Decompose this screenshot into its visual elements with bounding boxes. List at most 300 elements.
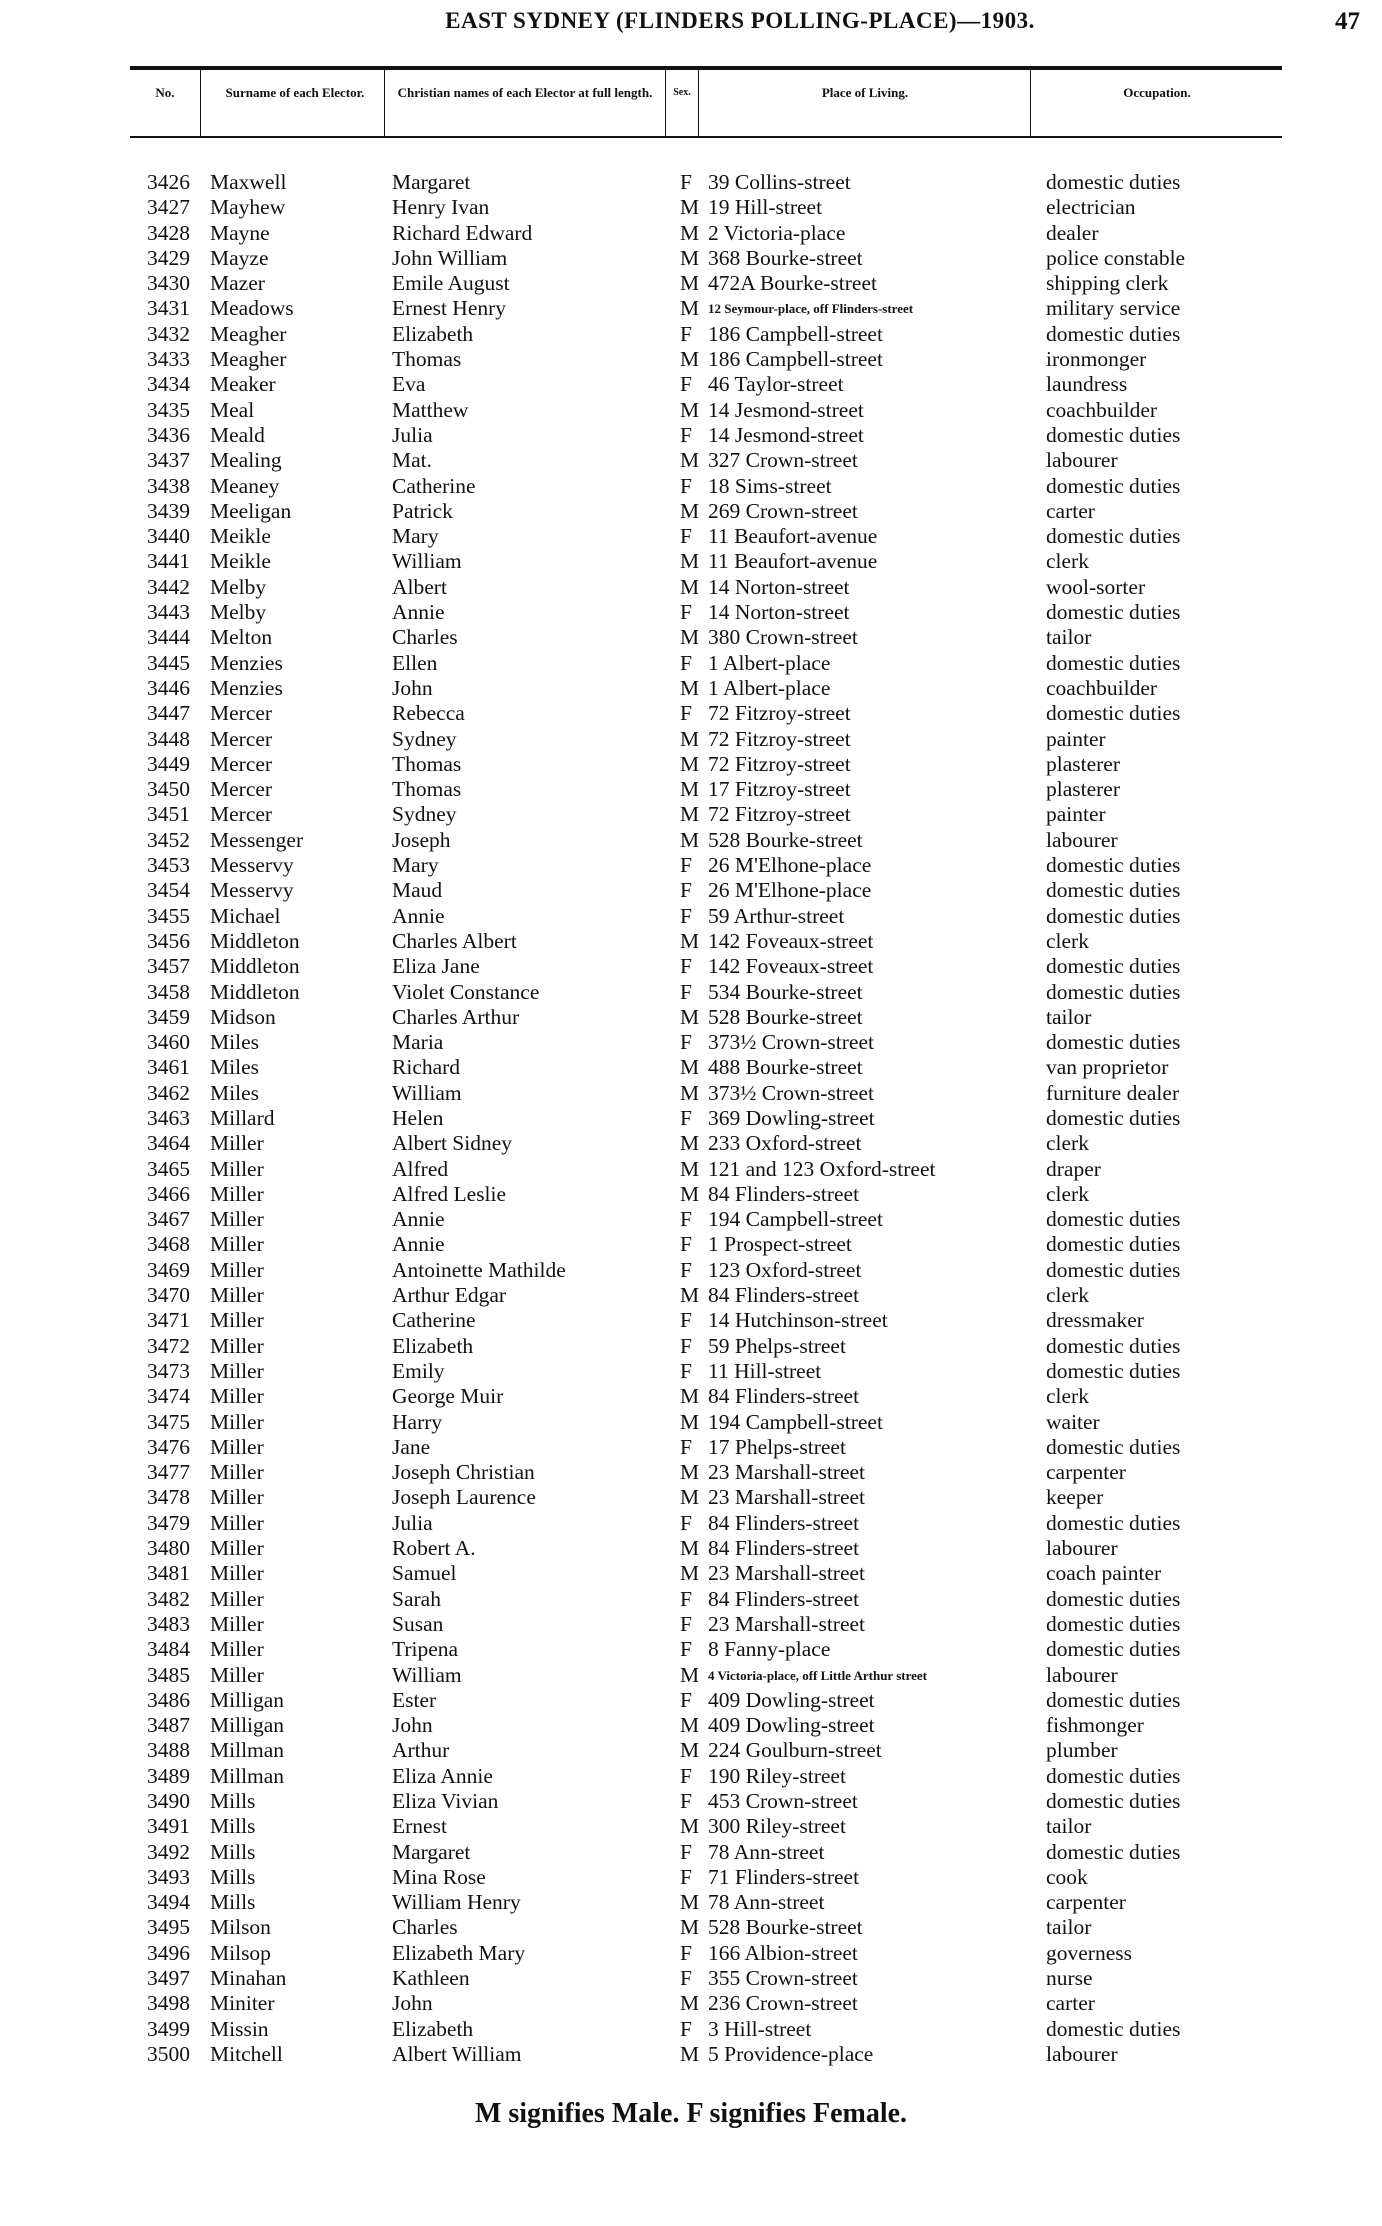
elector-sex: M xyxy=(680,195,700,220)
elector-surname: Mercer xyxy=(210,701,273,726)
elector-sex: M xyxy=(680,1485,700,1510)
elector-number: 3461 xyxy=(147,1055,190,1080)
elector-surname: Messenger xyxy=(210,827,304,852)
elector-number: 3450 xyxy=(147,777,190,802)
elector-occupation: clerk xyxy=(1046,1384,1089,1409)
elector-sex: M xyxy=(680,1156,700,1181)
elector-surname: Mealing xyxy=(210,448,282,473)
elector-surname: Mills xyxy=(210,1814,256,1839)
elector-sex: F xyxy=(680,1839,692,1864)
elector-sex: F xyxy=(680,1789,692,1813)
elector-place-of-living: 121 and 123 Oxford-street xyxy=(708,1156,936,1181)
elector-surname: Meagher xyxy=(210,321,287,346)
elector-occupation: domestic duties xyxy=(1046,1763,1181,1788)
elector-surname: Miller xyxy=(210,1460,264,1485)
column-header-occupation: Occupation. xyxy=(1123,85,1191,100)
elector-sex: M xyxy=(680,1536,700,1561)
elector-christian-names: John xyxy=(392,675,433,700)
elector-surname: Midson xyxy=(210,1004,276,1029)
elector-number: 3446 xyxy=(147,675,190,700)
elector-sex: M xyxy=(680,397,700,422)
elector-number: 3437 xyxy=(147,448,190,473)
elector-number: 3462 xyxy=(147,1080,190,1105)
elector-place-of-living: 190 Riley-street xyxy=(708,1763,846,1788)
elector-sex: F xyxy=(680,1257,692,1282)
table-row xyxy=(0,448,1382,473)
elector-occupation: domestic duties xyxy=(1046,1207,1181,1232)
column-header-christian-names: Christian names of each Elector at full length. xyxy=(397,85,653,100)
elector-number: 3438 xyxy=(147,473,190,498)
table-row xyxy=(0,1915,1382,1940)
elector-place-of-living: 72 Fitzroy-street xyxy=(708,726,851,751)
table-row xyxy=(0,1157,1382,1182)
elector-occupation: labourer xyxy=(1046,1536,1118,1561)
elector-sex: M xyxy=(680,928,700,953)
elector-number: 3475 xyxy=(147,1409,190,1434)
elector-number: 3466 xyxy=(147,1181,190,1206)
elector-sex: M xyxy=(680,1181,700,1206)
elector-surname: Miller xyxy=(210,1662,264,1687)
table-row xyxy=(0,853,1382,878)
elector-christian-names: Henry Ivan xyxy=(392,195,490,220)
elector-surname: Melton xyxy=(210,625,273,650)
page-number: 47 xyxy=(1335,8,1360,35)
elector-occupation: labourer xyxy=(1046,1662,1118,1687)
table-row xyxy=(0,524,1382,549)
elector-number: 3484 xyxy=(147,1637,190,1662)
elector-sex: F xyxy=(680,473,692,498)
elector-number: 3500 xyxy=(147,2041,190,2066)
elector-number: 3448 xyxy=(147,726,190,751)
elector-occupation: domestic duties xyxy=(1046,170,1181,194)
elector-occupation: domestic duties xyxy=(1046,878,1181,903)
page-title: EAST SYDNEY (FLINDERS POLLING-PLACE)—1903. xyxy=(445,8,1035,33)
table-row xyxy=(0,752,1382,777)
elector-number: 3489 xyxy=(147,1763,190,1788)
elector-number: 3495 xyxy=(147,1915,190,1940)
elector-occupation: cook xyxy=(1046,1864,1088,1889)
table-row xyxy=(0,1106,1382,1131)
elector-place-of-living: 84 Flinders-street xyxy=(708,1536,860,1561)
elector-place-of-living: 23 Marshall-street xyxy=(708,1611,866,1636)
elector-surname: Milsop xyxy=(210,1940,271,1965)
elector-place-of-living: 26 M'Elhone-place xyxy=(708,878,872,903)
table-row xyxy=(0,1890,1382,1915)
elector-sex: M xyxy=(680,549,700,574)
elector-surname: Mills xyxy=(210,1789,256,1813)
elector-sex: F xyxy=(680,701,692,726)
elector-surname: Millman xyxy=(210,1763,285,1788)
elector-place-of-living: 269 Crown-street xyxy=(708,498,858,523)
elector-occupation: dressmaker xyxy=(1046,1308,1144,1333)
elector-occupation: draper xyxy=(1046,1156,1101,1181)
table-row xyxy=(0,954,1382,979)
elector-surname: Miniter xyxy=(210,1991,275,2016)
column-divider xyxy=(1030,70,1031,136)
elector-number: 3428 xyxy=(147,220,190,245)
elector-sex: F xyxy=(680,1611,692,1636)
table-row xyxy=(0,549,1382,574)
elector-christian-names: Arthur Edgar xyxy=(392,1283,507,1308)
table-row xyxy=(0,651,1382,676)
table-row xyxy=(0,322,1382,347)
elector-surname: Miller xyxy=(210,1131,264,1156)
table-row xyxy=(0,296,1382,321)
elector-occupation: electrician xyxy=(1046,195,1136,220)
table-row xyxy=(0,1991,1382,2016)
elector-surname: Miles xyxy=(210,1080,259,1105)
table-row xyxy=(0,1536,1382,1561)
elector-christian-names: Elizabeth Mary xyxy=(392,1940,526,1965)
elector-surname: Miller xyxy=(210,1485,264,1510)
elector-occupation: carpenter xyxy=(1046,1460,1126,1485)
elector-occupation: domestic duties xyxy=(1046,1358,1181,1383)
elector-surname: Mayne xyxy=(210,220,270,245)
table-row xyxy=(0,1030,1382,1055)
elector-number: 3488 xyxy=(147,1738,190,1763)
elector-place-of-living: 453 Crown-street xyxy=(708,1789,858,1813)
elector-christian-names: Arthur xyxy=(392,1738,450,1763)
elector-surname: Mercer xyxy=(210,726,273,751)
elector-place-of-living: 26 M'Elhone-place xyxy=(708,853,872,878)
elector-christian-names: Mary xyxy=(392,853,439,878)
elector-occupation: domestic duties xyxy=(1046,1434,1181,1459)
elector-sex: M xyxy=(680,1460,700,1485)
elector-occupation: dealer xyxy=(1046,220,1099,245)
elector-surname: Miller xyxy=(210,1333,264,1358)
elector-christian-names: Patrick xyxy=(392,498,453,523)
elector-surname: Mercer xyxy=(210,802,273,827)
elector-place-of-living: 123 Oxford-street xyxy=(708,1257,862,1282)
elector-sex: M xyxy=(680,625,700,650)
table-row xyxy=(0,1966,1382,1991)
table-row xyxy=(0,195,1382,220)
table-row xyxy=(0,1359,1382,1384)
table-row xyxy=(0,575,1382,600)
elector-place-of-living: 528 Bourke-street xyxy=(708,1004,863,1029)
elector-number: 3487 xyxy=(147,1713,190,1738)
elector-place-of-living: 78 Ann-street xyxy=(708,1890,825,1915)
elector-surname: Milson xyxy=(210,1915,271,1940)
elector-number: 3494 xyxy=(147,1890,190,1915)
elector-occupation: domestic duties xyxy=(1046,321,1181,346)
elector-surname: Miller xyxy=(210,1409,264,1434)
elector-occupation: domestic duties xyxy=(1046,853,1181,878)
table-row xyxy=(0,1384,1382,1409)
elector-christian-names: Julia xyxy=(392,1510,433,1535)
elector-number: 3441 xyxy=(147,549,190,574)
table-row xyxy=(0,423,1382,448)
elector-number: 3447 xyxy=(147,701,190,726)
elector-sex: F xyxy=(680,1434,692,1459)
elector-occupation: plumber xyxy=(1046,1738,1118,1763)
elector-place-of-living: 409 Dowling-street xyxy=(708,1687,875,1712)
elector-place-of-living: 186 Campbell-street xyxy=(708,321,883,346)
table-row xyxy=(0,1308,1382,1333)
elector-christian-names: Samuel xyxy=(392,1561,457,1586)
elector-place-of-living: 39 Collins-street xyxy=(708,170,851,194)
elector-occupation: domestic duties xyxy=(1046,650,1181,675)
elector-place-of-living: 3 Hill-street xyxy=(708,2016,812,2041)
table-row xyxy=(0,170,1382,195)
elector-number: 3451 xyxy=(147,802,190,827)
table-row xyxy=(0,600,1382,625)
elector-place-of-living: 4 Victoria-place, off Little Arthur street xyxy=(708,1667,928,1683)
elector-number: 3452 xyxy=(147,827,190,852)
elector-christian-names: Maud xyxy=(392,878,443,903)
elector-christian-names: Jane xyxy=(392,1434,431,1459)
elector-occupation: clerk xyxy=(1046,1181,1089,1206)
table-row xyxy=(0,271,1382,296)
elector-number: 3479 xyxy=(147,1510,190,1535)
elector-sex: M xyxy=(680,1004,700,1029)
elector-christian-names: John xyxy=(392,1991,433,2016)
elector-sex: F xyxy=(680,372,692,397)
elector-place-of-living: 11 Beaufort-avenue xyxy=(708,549,878,574)
elector-sex: F xyxy=(680,903,692,928)
table-row xyxy=(0,474,1382,499)
elector-occupation: carter xyxy=(1046,498,1095,523)
elector-surname: Miles xyxy=(210,1055,259,1080)
elector-surname: Middleton xyxy=(210,954,300,979)
elector-sex: M xyxy=(680,726,700,751)
table-row xyxy=(0,1789,1382,1814)
elector-christian-names: Matthew xyxy=(392,397,469,422)
sex-key-footnote: M signifies Male. F signifies Female. xyxy=(474,2098,908,2129)
elector-christian-names: William xyxy=(392,549,462,574)
elector-number: 3465 xyxy=(147,1156,190,1181)
elector-surname: Miller xyxy=(210,1434,264,1459)
elector-surname: Millman xyxy=(210,1738,285,1763)
elector-place-of-living: 528 Bourke-street xyxy=(708,1915,863,1940)
elector-christian-names: Albert Sidney xyxy=(392,1131,513,1156)
elector-occupation: domestic duties xyxy=(1046,1637,1181,1662)
elector-occupation: police constable xyxy=(1046,245,1186,270)
elector-sex: F xyxy=(680,422,692,447)
elector-christian-names: William Henry xyxy=(392,1890,521,1915)
elector-sex: M xyxy=(680,271,700,296)
elector-sex: M xyxy=(680,1738,700,1763)
elector-place-of-living: 355 Crown-street xyxy=(708,1966,858,1991)
elector-number: 3498 xyxy=(147,1991,190,2016)
elector-surname: Miller xyxy=(210,1156,264,1181)
elector-christian-names: Harry xyxy=(392,1409,443,1434)
elector-place-of-living: 18 Sims-street xyxy=(708,473,832,498)
table-row xyxy=(0,701,1382,726)
elector-christian-names: Eliza Jane xyxy=(392,954,480,979)
elector-number: 3436 xyxy=(147,422,190,447)
elector-surname: Miller xyxy=(210,1536,264,1561)
elector-place-of-living: 373½ Crown-street xyxy=(708,1080,874,1105)
elector-surname: Mercer xyxy=(210,777,273,802)
elector-sex: M xyxy=(680,220,700,245)
table-row xyxy=(0,929,1382,954)
table-row xyxy=(0,1764,1382,1789)
elector-christian-names: Mary xyxy=(392,524,439,549)
table-row xyxy=(0,246,1382,271)
elector-number: 3427 xyxy=(147,195,190,220)
elector-surname: Michael xyxy=(210,903,281,928)
elector-occupation: keeper xyxy=(1046,1485,1104,1510)
elector-number: 3430 xyxy=(147,271,190,296)
elector-occupation: domestic duties xyxy=(1046,524,1181,549)
table-row xyxy=(0,1511,1382,1536)
elector-sex: M xyxy=(680,1409,700,1434)
elector-place-of-living: 84 Flinders-street xyxy=(708,1510,860,1535)
elector-christian-names: Sydney xyxy=(392,802,457,827)
column-header-sex: Sex. xyxy=(673,87,691,98)
table-row xyxy=(0,1840,1382,1865)
elector-surname: Meaney xyxy=(210,473,280,498)
table-row xyxy=(0,1587,1382,1612)
elector-number: 3473 xyxy=(147,1358,190,1383)
elector-place-of-living: 78 Ann-street xyxy=(708,1839,825,1864)
table-row xyxy=(0,1005,1382,1030)
table-row xyxy=(0,1055,1382,1080)
elector-place-of-living: 23 Marshall-street xyxy=(708,1561,866,1586)
elector-occupation: domestic duties xyxy=(1046,903,1181,928)
elector-number: 3429 xyxy=(147,245,190,270)
elector-surname: Milligan xyxy=(210,1687,285,1712)
elector-place-of-living: 142 Foveaux-street xyxy=(708,928,874,953)
elector-number: 3439 xyxy=(147,498,190,523)
table-row xyxy=(0,878,1382,903)
elector-number: 3449 xyxy=(147,751,190,776)
elector-occupation: carter xyxy=(1046,1991,1095,2016)
elector-christian-names: Susan xyxy=(392,1611,444,1636)
elector-surname: Mills xyxy=(210,1839,256,1864)
table-row xyxy=(0,727,1382,752)
elector-surname: Miller xyxy=(210,1358,264,1383)
elector-number: 3481 xyxy=(147,1561,190,1586)
elector-sex: F xyxy=(680,524,692,549)
elector-place-of-living: 71 Flinders-street xyxy=(708,1864,860,1889)
elector-occupation: clerk xyxy=(1046,1283,1089,1308)
elector-number: 3496 xyxy=(147,1940,190,1965)
elector-place-of-living: 369 Dowling-street xyxy=(708,1105,875,1130)
elector-number: 3471 xyxy=(147,1308,190,1333)
table-row xyxy=(0,2017,1382,2042)
elector-place-of-living: 84 Flinders-street xyxy=(708,1384,860,1409)
elector-sex: M xyxy=(680,245,700,270)
table-row xyxy=(0,2042,1382,2067)
elector-sex: M xyxy=(680,296,700,321)
elector-number: 3457 xyxy=(147,954,190,979)
elector-sex: F xyxy=(680,170,692,194)
column-divider xyxy=(384,70,385,136)
elector-christian-names: Elizabeth xyxy=(392,321,474,346)
elector-sex: M xyxy=(680,1814,700,1839)
table-row xyxy=(0,1232,1382,1257)
elector-place-of-living: 19 Hill-street xyxy=(708,195,823,220)
elector-sex: M xyxy=(680,675,700,700)
elector-christian-names: William xyxy=(392,1080,462,1105)
elector-occupation: governess xyxy=(1046,1940,1132,1965)
elector-sex: F xyxy=(680,878,692,903)
elector-place-of-living: 46 Taylor-street xyxy=(708,372,844,397)
elector-christian-names: Tripena xyxy=(392,1637,459,1662)
elector-place-of-living: 23 Marshall-street xyxy=(708,1460,866,1485)
elector-occupation: waiter xyxy=(1046,1409,1100,1434)
elector-place-of-living: 224 Goulburn-street xyxy=(708,1738,882,1763)
elector-number: 3453 xyxy=(147,853,190,878)
elector-number: 3432 xyxy=(147,321,190,346)
elector-surname: Missin xyxy=(210,2016,269,2041)
elector-sex: F xyxy=(680,1232,692,1257)
elector-place-of-living: 186 Campbell-street xyxy=(708,347,883,372)
elector-surname: Mitchell xyxy=(210,2041,283,2066)
elector-number: 3492 xyxy=(147,1839,190,1864)
elector-occupation: domestic duties xyxy=(1046,1105,1181,1130)
elector-occupation: coach painter xyxy=(1046,1561,1162,1586)
elector-christian-names: Catherine xyxy=(392,1308,476,1333)
elector-number: 3431 xyxy=(147,296,190,321)
elector-christian-names: Joseph xyxy=(392,827,451,852)
elector-place-of-living: 17 Fitzroy-street xyxy=(708,777,851,802)
elector-place-of-living: 1 Prospect-street xyxy=(708,1232,852,1257)
elector-occupation: domestic duties xyxy=(1046,1611,1181,1636)
elector-occupation: tailor xyxy=(1046,625,1092,650)
table-row xyxy=(0,802,1382,827)
elector-christian-names: Charles xyxy=(392,625,458,650)
elector-sex: M xyxy=(680,2041,700,2066)
elector-sex: M xyxy=(680,1713,700,1738)
elector-occupation: domestic duties xyxy=(1046,473,1181,498)
elector-place-of-living: 327 Crown-street xyxy=(708,448,858,473)
elector-christian-names: Alfred Leslie xyxy=(392,1181,507,1206)
elector-sex: F xyxy=(680,1358,692,1383)
table-row xyxy=(0,1131,1382,1156)
elector-number: 3474 xyxy=(147,1384,190,1409)
column-header-no: No. xyxy=(155,85,175,100)
column-divider xyxy=(200,70,201,136)
elector-sex: F xyxy=(680,2016,692,2041)
elector-number: 3442 xyxy=(147,574,190,599)
elector-place-of-living: 166 Albion-street xyxy=(708,1940,858,1965)
elector-occupation: domestic duties xyxy=(1046,422,1181,447)
elector-number: 3470 xyxy=(147,1283,190,1308)
elector-place-of-living: 5 Providence-place xyxy=(708,2041,874,2066)
elector-list xyxy=(0,170,1382,2067)
table-row xyxy=(0,980,1382,1005)
elector-place-of-living: 1 Albert-place xyxy=(708,650,831,675)
elector-place-of-living: 14 Jesmond-street xyxy=(708,422,864,447)
elector-sex: M xyxy=(680,1131,700,1156)
elector-surname: Miles xyxy=(210,1030,259,1055)
table-row xyxy=(0,1258,1382,1283)
elector-sex: M xyxy=(680,1384,700,1409)
elector-occupation: labourer xyxy=(1046,827,1118,852)
elector-sex: F xyxy=(680,1333,692,1358)
elector-number: 3456 xyxy=(147,928,190,953)
elector-christian-names: Alfred xyxy=(392,1156,449,1181)
elector-christian-names: Robert A. xyxy=(392,1536,476,1561)
elector-occupation: carpenter xyxy=(1046,1890,1126,1915)
elector-sex: M xyxy=(680,448,700,473)
elector-occupation: painter xyxy=(1046,802,1106,827)
table-row xyxy=(0,221,1382,246)
elector-sex: M xyxy=(680,827,700,852)
table-row xyxy=(0,1637,1382,1662)
elector-christian-names: Richard xyxy=(392,1055,461,1080)
elector-christian-names: Eliza Annie xyxy=(392,1763,493,1788)
elector-occupation: domestic duties xyxy=(1046,1257,1181,1282)
elector-place-of-living: 14 Hutchinson-street xyxy=(708,1308,888,1333)
elector-surname: Meikle xyxy=(210,549,271,574)
elector-place-of-living: 84 Flinders-street xyxy=(708,1283,860,1308)
table-row xyxy=(0,1612,1382,1637)
elector-place-of-living: 194 Campbell-street xyxy=(708,1207,883,1232)
